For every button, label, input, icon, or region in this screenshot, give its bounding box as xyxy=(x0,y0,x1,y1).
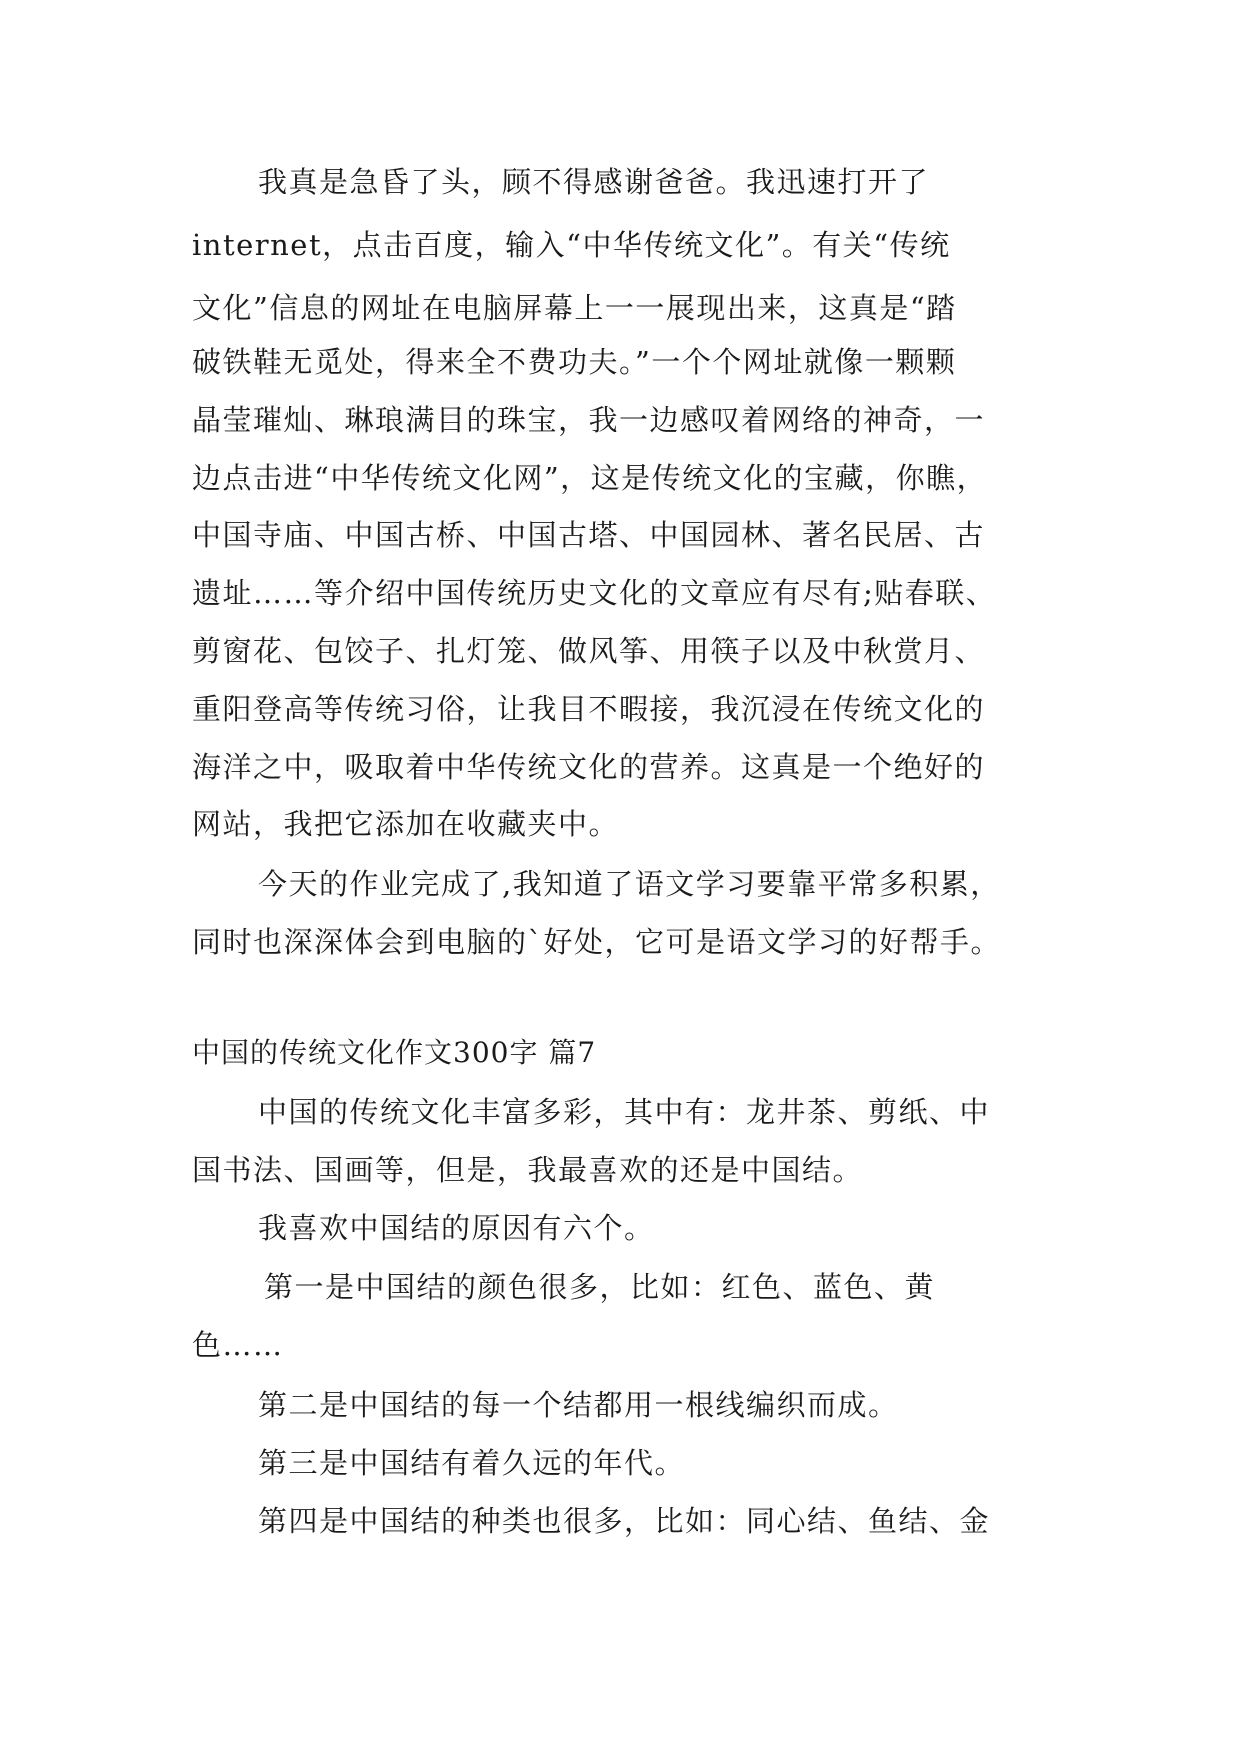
paragraph-line: 第二是中国结的每一个结都用一根线编织而成。 xyxy=(258,1388,899,1422)
paragraph-line: 同时也深深体会到电脑的`好处，它可是语文学习的好帮手。 xyxy=(192,925,1002,959)
paragraph-line: 今天的作业完成了,我知道了语文学习要靠平常多积累， xyxy=(258,867,1001,901)
paragraph-line: 文化”信息的网址在电脑屏幕上一一展现出来，这真是“踏 xyxy=(192,291,957,325)
paragraph-line: internet，点击百度，输入“中华传统文化”。有关“传统 xyxy=(192,228,951,262)
paragraph-line: 晶莹璀灿、琳琅满目的珠宝，我一边感叹着网络的神奇，一 xyxy=(192,403,986,437)
paragraph-line: 遗址……等介绍中国传统历史文化的文章应有尽有;贴春联、 xyxy=(192,576,997,610)
paragraph-line: 网站，我把它添加在收藏夹中。 xyxy=(192,807,620,841)
paragraph-line: 第四是中国结的种类也很多，比如：同心结、鱼结、金 xyxy=(258,1504,991,1538)
paragraph-line: 色…… xyxy=(192,1328,284,1362)
paragraph-line: 中国寺庙、中国古桥、中国古塔、中国园林、著名民居、古 xyxy=(192,518,986,552)
paragraph-line: 重阳登高等传统习俗，让我目不暇接，我沉浸在传统文化的 xyxy=(192,692,986,726)
paragraph-line: 海洋之中，吸取着中华传统文化的营养。这真是一个绝好的 xyxy=(192,750,986,784)
paragraph-line: 国书法、国画等，但是，我最喜欢的还是中国结。 xyxy=(192,1153,864,1187)
paragraph-line: 破铁鞋无觅处，得来全不费功夫。”一个个网址就像一颗颗 xyxy=(192,345,957,379)
paragraph-line: 第一是中国结的颜色很多，比如：红色、蓝色、黄 xyxy=(264,1270,936,1304)
paragraph-line: 剪窗花、包饺子、扎灯笼、做风筝、用筷子以及中秋赏月、 xyxy=(192,634,986,668)
paragraph-line: 边点击进“中华传统文化网”，这是传统文化的宝藏，你瞧， xyxy=(192,461,988,495)
paragraph-line: 中国的传统文化丰富多彩，其中有：龙井茶、剪纸、中 xyxy=(258,1095,991,1129)
paragraph-line: 我喜欢中国结的原因有六个。 xyxy=(258,1211,655,1245)
paragraph-line: 第三是中国结有着久远的年代。 xyxy=(258,1446,686,1480)
section-heading: 中国的传统文化作文300字 篇7 xyxy=(192,1036,597,1069)
paragraph-line: 我真是急昏了头，顾不得感谢爸爸。我迅速打开了 xyxy=(258,165,930,199)
